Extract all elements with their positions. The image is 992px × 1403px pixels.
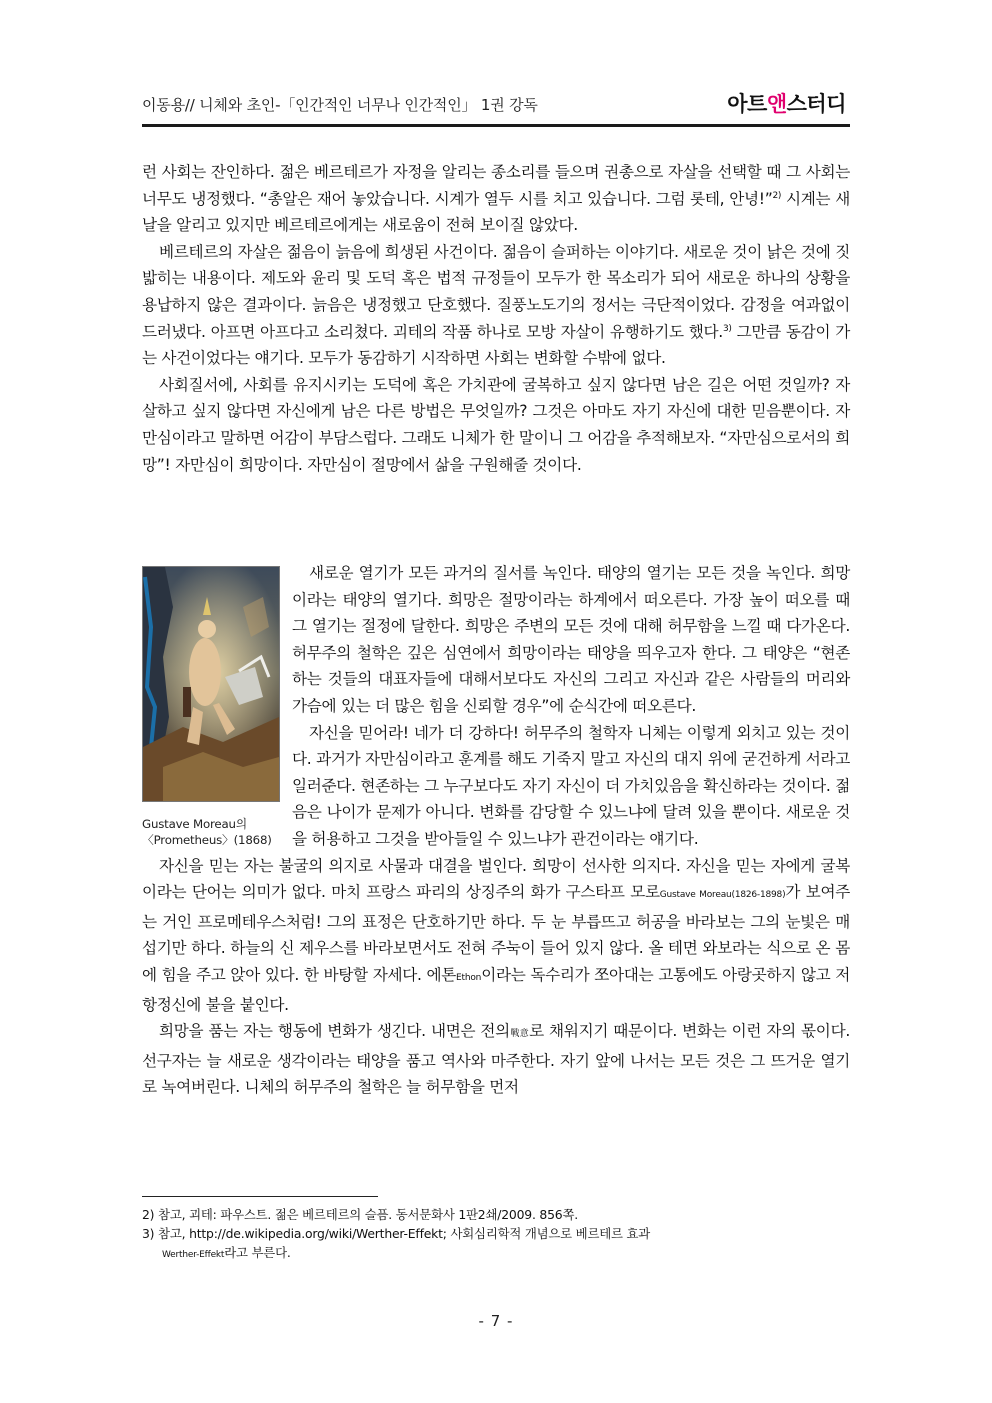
paragraph-4-text: 새로운 열기가 모든 과거의 질서를 녹인다. 태양의 열기는 모든 것을 녹인다. 희망이라는 태양의 열기다. 희망은 절망이라는 하계에서 떠오른다. 가장 높이 떠오를 때 그 열기는 절정에 달한다. 희망은 주변의 모든 것에 대해 허무함을 느낄 때 다가온다. 허무주의 철학은 깊은 심연에서 희망이라는 태양을 띄우고자 한다. 그 태양은 “현존하는 것들의 대표자들에 대해서보다도 자신의 그리고 자신과 같은 사람들의 머리와 가슴에 있는 더 많은 힘을 신뢰할 경우”에 순식간에 떠오른다.	[292, 564, 850, 715]
brand-logo	[727, 88, 846, 118]
brand-part3: 스터디	[786, 92, 846, 116]
paragraph-6-text-cont: 가 보여주는 거인 프로메테우스처럼! 그의 표정은 단호하기만 하다. 두 눈 부릅뜨고 허공을 바라보는 그의 눈빛은 매섭기만 하다. 하늘의 신 제우스를 바라보면서도 전혀 주눅이 들어 있지 않다. 올 테면 와보라는 식으로 온 몸에 힘을 주고 앉아 있다. 한 바탕할 자세다. 에톤	[142, 883, 851, 984]
hanja-annotation: 戰意	[509, 1029, 530, 1040]
page-number: - 7 -	[478, 1312, 514, 1330]
prometheus-painting	[142, 566, 280, 802]
header-title: 이동용// 니체와 초인-「인간적인 너무나 인간적인」 1권 강독	[142, 96, 538, 114]
footnote-3-cont	[142, 1243, 850, 1265]
footnote-2: 2) 참고, 괴테: 파우스트. 젊은 베르테르의 슬픔. 동서문화사 1판2쇄/2009. 856쪽.	[142, 1207, 578, 1222]
footnote-3-end: 라고 부른다.	[224, 1245, 291, 1260]
footnotes	[142, 1205, 850, 1265]
brand-part1: 아트	[727, 92, 767, 116]
caption-line-2: 〈Prometheus〉(1868)	[142, 833, 272, 847]
paragraph-1	[142, 159, 850, 239]
paragraph-3: 사회질서에, 사회를 유지시키는 도덕에 혹은 가치관에 굴복하고 싶지 않다면 남은 길은 어떤 것일까? 자살하고 싶지 않다면 자신에게 남은 다른 방법은 무엇일까? 그것은 아마도 자기 자신에 대한 믿음뿐이다. 자만심이라고 말하면 어감이 부담스럽다. 그래도 니체가 한 말이니 그 어감을 추적해보자. “자만심으로서의 희망”! 자만심이 희망이다. 자만심이 절망에서 삶을 구원해줄 것이다.	[142, 375, 850, 474]
page-header	[142, 88, 850, 127]
figure-caption	[142, 816, 282, 848]
paragraph-7-text: 희망을 품는 자는 행동에 변화가 생긴다. 내면은 전의	[159, 1022, 510, 1041]
werther-effekt-annotation: Werther-Effekt	[162, 1250, 225, 1260]
paragraph-7-text-cont: 로 채워지기 때문이다. 변화는 이런 자의 몫이다. 선구자는 늘 새로운 생각이라는 태양을 품고 역사와 마주한다. 자기 앞에 나서는 모든 것은 그 뜨거운 열기로 녹여버린다. 니체의 허무주의 철학은 늘 허무함을 먼저	[142, 1022, 850, 1097]
moreau-annotation: Gustave Moreau(1826-1898)	[659, 890, 786, 901]
paragraph-6-text: 자신을 믿는 자는 불굴의 의지로 사물과 대결을 벌인다. 희망이 선사한 의지다. 자신을 믿는 자에게 굴복이라는 단어는 의미가 없다. 마치 프랑스 파리의 상징주의 화가 구스타프 모로	[142, 856, 850, 902]
paragraph-6-text-end: 이라는 독수리가 쪼아대는 고통에도 아랑곳하지 않고 저항정신에 불을 붙인다.	[142, 965, 850, 1014]
paragraph-7	[142, 1018, 850, 1101]
paragraph-5: 자신을 믿어라! 네가 더 강하다! 허무주의 철학자 니체는 이렇게 외치고 있는 것이다. 과거가 자만심이라고 훈계를 해도 기죽지 말고 자신의 대지 위에 굳건하게 서라고 일러준다. 현존하는 그 누구보다도 자기 자신이 더 가치있음을 확신하라는 것이다. 젊음은 나이가 문제가 아니다. 변화를 감당할 수 있느냐에 달려 있을 뿐이다. 새로운 것을 허용하고 그것을 받아들일 수 있느냐가 관건이라는 얘기다.	[292, 723, 850, 848]
footnote-3	[142, 1224, 850, 1243]
paragraph-2-text-cont: 그만큼 동감이 가는 사건이었다는 얘기다. 모두가 동감하기 시작하면 사회는 변화할 수밖에 없다.	[142, 322, 850, 368]
brand-part2: 앤	[766, 92, 787, 116]
footnote-3-text: 3) 참고, http://de.wikipedia.org/wiki/Werther-Effekt; 사회심리학적 개념으로 베르테르 효과	[142, 1226, 651, 1241]
footnote-ref-3: 3)	[722, 323, 732, 334]
body-text-lower	[142, 560, 850, 1101]
paragraph-1-text: 런 사회는 잔인하다. 젊은 베르테르가 자정을 알리는 종소리를 들으며 권총으로 자살을 선택할 때 그 사회는 너무도 냉정했다. “총알은 재어 놓았습니다. 시계가 열두 시를 치고 있습니다. 그럼 롯테, 안녕!”	[142, 163, 850, 208]
paragraph-2-text: 베르테르의 자살은 젊음이 늙음에 희생된 사건이다. 젊음이 슬퍼하는 이야기다. 새로운 것이 낡은 것에 짓밟히는 내용이다. 제도와 윤리 및 도덕 혹은 법적 규정들이 모두가 한 목소리가 되어 새로운 하나의 상황을 용납하지 않은 결과이다. 늙음은 냉정했고 단호했다. 질풍노도기의 정서는 극단적이었다. 감정을 여과없이 드러냈다. 아프면 아프다고 소리쳤다. 괴테의 작품 하나로 모방 자살이 유행하기도 했다.	[142, 242, 850, 341]
ethon-annotation: Ethon	[456, 972, 482, 983]
body-text-upper	[142, 159, 850, 478]
caption-line-1: Gustave Moreau의	[142, 817, 247, 831]
paragraph-1-text-cont: 시계는 새날을 알리고 있지만 베르테르에게는 새로움이 전혀 보이질 않았다.	[142, 189, 850, 235]
paragraph-6	[142, 853, 850, 1019]
paragraph-2	[142, 239, 850, 372]
footnote-divider	[142, 1196, 378, 1197]
footnote-ref-2: 2)	[772, 190, 782, 201]
figure	[142, 566, 282, 848]
